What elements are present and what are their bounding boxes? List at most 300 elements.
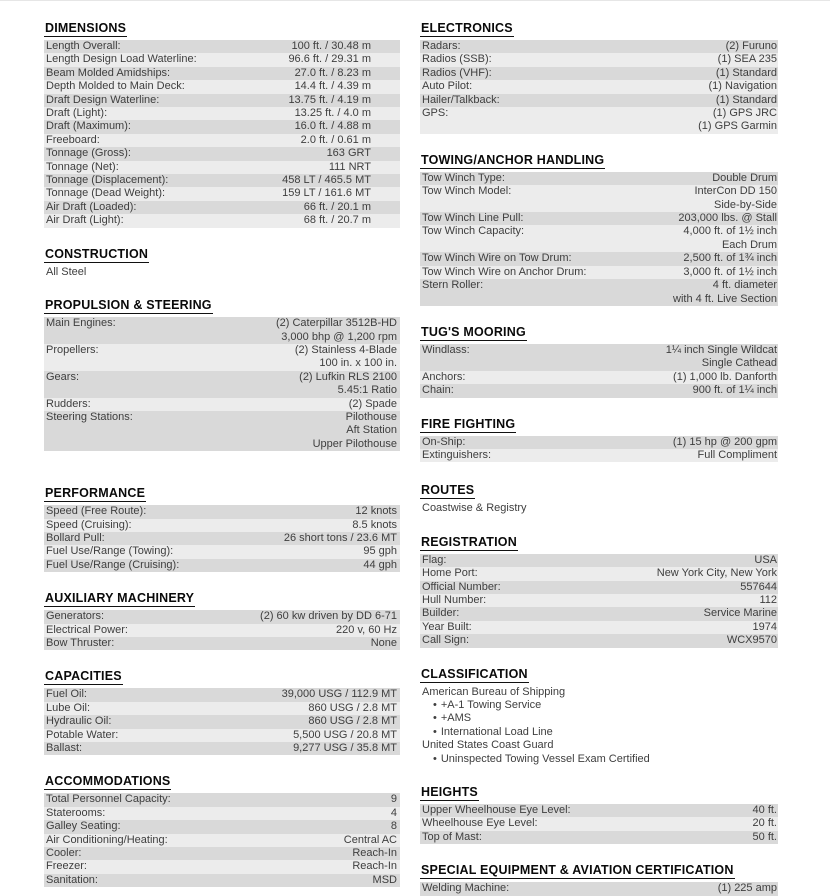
spec-label: Upper Wheelhouse Eye Level: xyxy=(422,804,571,817)
section-towing-anchor-handling xyxy=(420,154,778,306)
spec-values xyxy=(538,817,778,830)
spec-row xyxy=(420,252,778,265)
section-heights xyxy=(420,786,778,844)
spec-values xyxy=(571,804,778,817)
section-title-construction: CONSTRUCTION xyxy=(45,246,149,261)
spec-value: Upper Pilothouse xyxy=(312,437,397,450)
spec-values xyxy=(168,174,400,187)
spec-value: Pilothouse xyxy=(345,410,397,423)
section-capacities xyxy=(44,670,400,755)
spec-values xyxy=(486,594,778,607)
spec-row xyxy=(44,637,400,650)
spec-values xyxy=(197,53,400,66)
section-tug-s-mooring xyxy=(420,326,778,398)
spec-label: Fuel Oil: xyxy=(46,688,87,701)
text-line xyxy=(420,739,778,752)
spec-values xyxy=(82,742,400,755)
spec-label: Tonnage (Net): xyxy=(46,160,119,173)
spec-row xyxy=(44,120,400,133)
spec-values xyxy=(91,398,400,411)
spec-value: (2) Caterpillar 3512B-HD xyxy=(275,317,397,330)
spec-label: Bollard Pull: xyxy=(46,531,105,544)
spec-value: 96.6 ft. / 29.31 m xyxy=(288,53,371,66)
spec-label: GPS: xyxy=(422,107,449,120)
spec-row xyxy=(44,371,400,398)
spec-value: 100 in. x 100 in. xyxy=(319,357,397,370)
spec-values xyxy=(114,637,400,650)
spec-label: Auto Pilot: xyxy=(422,80,473,93)
spec-label: Beam Molded Amidships: xyxy=(46,66,171,79)
spec-label: Galley Seating: xyxy=(46,820,121,833)
spec-value: Reach-In xyxy=(352,860,397,873)
spec-row xyxy=(44,793,400,806)
spec-value: (2) Furuno xyxy=(725,40,777,52)
spec-label: Staterooms: xyxy=(46,806,106,819)
spec-values xyxy=(131,147,400,160)
left-column xyxy=(44,22,400,884)
section-electronics xyxy=(420,22,778,134)
spec-values xyxy=(87,688,400,701)
spec-value: (1) 225 amp xyxy=(717,882,777,895)
spec-value: (2) 60 kw driven by DD 6-71 xyxy=(260,610,397,623)
spec-label: Tow Winch Line Pull: xyxy=(422,212,524,225)
spec-values xyxy=(185,80,400,93)
spec-label: Length Design Load Waterline: xyxy=(46,53,197,66)
spec-values xyxy=(133,411,400,451)
spec-value: 39,000 USG / 112.9 MT xyxy=(281,688,397,701)
spec-values xyxy=(116,317,400,344)
section-title-tug-s-mooring: TUG'S MOORING xyxy=(421,324,526,339)
spec-values xyxy=(119,161,400,174)
spec-value: Central AC xyxy=(343,833,397,846)
spec-label: Length Overall: xyxy=(46,40,121,52)
spec-value: 13.75 ft. / 4.19 m xyxy=(288,93,371,106)
spec-label: Flag: xyxy=(422,553,447,566)
spec-value: 40 ft. xyxy=(752,804,777,817)
spec-value: 111 NRT xyxy=(328,160,371,173)
spec-label: Fuel Use/Range (Towing): xyxy=(46,545,174,558)
spec-label: Air Draft (Loaded): xyxy=(46,200,137,213)
spec-value: 557644 xyxy=(740,580,777,593)
spec-values xyxy=(79,371,400,398)
spec-label: Hailer/Talkback: xyxy=(422,93,500,106)
spec-value: 4 xyxy=(390,806,397,819)
spec-value: USA xyxy=(754,553,777,566)
spec-row xyxy=(420,567,778,580)
spec-row xyxy=(44,688,400,701)
spec-values xyxy=(586,266,778,279)
spec-label: Tonnage (Gross): xyxy=(46,147,131,160)
spec-value: 20 ft. xyxy=(752,817,777,830)
spec-value: 5.45:1 Ratio xyxy=(337,384,397,397)
spec-label: Wheelhouse Eye Level: xyxy=(422,817,538,830)
spec-row xyxy=(420,634,778,647)
spec-values xyxy=(491,449,778,462)
spec-row xyxy=(44,398,400,411)
spec-value: 16.0 ft. / 4.88 m xyxy=(294,120,371,133)
spec-values xyxy=(472,80,778,93)
spec-row xyxy=(44,519,400,532)
text-line-content: American Bureau of Shipping xyxy=(422,685,566,698)
spec-row xyxy=(44,742,400,755)
spec-label: Freezer: xyxy=(46,860,87,873)
spec-label: Cooler: xyxy=(46,847,82,860)
spec-label: Steering Stations: xyxy=(46,410,133,423)
spec-row xyxy=(420,107,778,134)
spec-value: (1) 1,000 lb. Danforth xyxy=(673,370,777,383)
right-column xyxy=(420,21,778,895)
text-line-content: Uninspected Towing Vessel Exam Certified xyxy=(440,752,650,765)
spec-value: New York City, New York xyxy=(656,567,777,580)
spec-values xyxy=(118,729,400,742)
spec-value: 9,277 USG / 35.8 MT xyxy=(293,742,397,755)
section-dimensions xyxy=(44,22,400,228)
spec-label: Tow Winch Type: xyxy=(422,171,505,184)
spec-values xyxy=(99,344,400,371)
spec-value: 4 ft. diameter xyxy=(712,279,777,292)
section-title-accommodations: ACCOMMODATIONS xyxy=(45,774,171,789)
spec-values xyxy=(121,40,400,53)
spec-value: (1) GPS JRC xyxy=(712,107,777,120)
spec-values xyxy=(100,134,400,147)
section-title-performance: PERFORMANCE xyxy=(45,486,146,501)
spec-values xyxy=(132,519,400,532)
spec-row xyxy=(44,715,400,728)
spec-row xyxy=(44,201,400,214)
spec-label: Total Personnel Capacity: xyxy=(46,793,171,806)
spec-values xyxy=(165,187,400,200)
spec-row xyxy=(44,134,400,147)
spec-value: 3,000 bhp @ 1,200 rpm xyxy=(281,330,397,343)
spec-row xyxy=(420,225,778,252)
spec-value: (2) Lufkin RLS 2100 xyxy=(299,370,397,383)
spec-value: Service Marine xyxy=(703,607,777,620)
spec-values xyxy=(505,172,778,185)
spec-values xyxy=(159,94,400,107)
spec-label: Home Port: xyxy=(422,567,478,580)
spec-values xyxy=(170,67,400,80)
spec-value: (1) Standard xyxy=(715,93,777,106)
bullet-icon: • xyxy=(433,725,437,738)
spec-value: 220 v, 60 Hz xyxy=(336,623,397,636)
spec-label: Air Conditioning/Heating: xyxy=(46,833,168,846)
spec-values xyxy=(87,860,400,873)
spec-values xyxy=(492,53,778,66)
spec-label: Electrical Power: xyxy=(46,623,128,636)
spec-label: Bow Thruster: xyxy=(46,637,115,649)
spec-row xyxy=(44,411,400,451)
spec-row xyxy=(44,40,400,53)
spec-label: Draft (Light): xyxy=(46,107,108,120)
spec-row xyxy=(44,161,400,174)
section-fire-fighting xyxy=(420,418,778,463)
spec-value: Each Drum xyxy=(721,238,777,251)
spec-values xyxy=(509,882,778,895)
spec-label: Extinguishers: xyxy=(422,448,492,461)
spec-row xyxy=(44,94,400,107)
spec-row xyxy=(420,172,778,185)
spec-label: Freeboard: xyxy=(46,133,100,146)
spec-row xyxy=(420,882,778,895)
spec-value: 112 xyxy=(759,593,777,606)
section-routes xyxy=(420,484,778,515)
spec-value: 66 ft. / 20.1 m xyxy=(303,200,371,213)
spec-row xyxy=(420,212,778,225)
spec-row xyxy=(420,266,778,279)
spec-value: 203,000 lbs. @ Stall xyxy=(678,212,777,225)
spec-row xyxy=(44,860,400,873)
section-construction xyxy=(44,248,400,279)
section-title-fire-fighting: FIRE FIGHTING xyxy=(421,416,516,431)
spec-values xyxy=(511,185,778,212)
section-title-dimensions: DIMENSIONS xyxy=(45,21,127,35)
spec-value: Full Compliment xyxy=(697,448,777,461)
spec-label: Air Draft (Light): xyxy=(46,214,124,227)
spec-label: Draft (Maximum): xyxy=(46,120,131,133)
spec-value: 8 xyxy=(390,820,397,833)
section-propulsion-steering xyxy=(44,299,400,451)
spec-row xyxy=(44,624,400,637)
spec-row xyxy=(44,729,400,742)
spec-value: 26 short tons / 23.6 MT xyxy=(283,531,397,544)
text-line xyxy=(420,502,778,515)
text-line-content: +A-1 Towing Service xyxy=(440,699,542,711)
spec-values xyxy=(472,621,778,634)
bullet-icon: • xyxy=(433,699,437,711)
spec-row xyxy=(44,807,400,820)
spec-value: 13.25 ft. / 4.0 m xyxy=(294,107,371,120)
text-line-content: United States Coast Guard xyxy=(422,739,554,752)
spec-label: Lube Oil: xyxy=(46,701,91,714)
spec-value: 8.5 knots xyxy=(352,518,397,531)
section-title-special-equipment-aviation-certification: SPECIAL EQUIPMENT & AVIATION CERTIFICATION xyxy=(421,863,734,878)
spec-value: Aft Station xyxy=(346,424,397,437)
spec-row xyxy=(44,214,400,227)
spec-value: 1¼ inch Single Wildcat xyxy=(665,343,777,356)
spec-row xyxy=(44,702,400,715)
spec-values xyxy=(478,567,778,580)
text-line xyxy=(420,686,778,699)
spec-values xyxy=(107,107,400,120)
spec-label: Call Sign: xyxy=(422,634,470,647)
spec-row xyxy=(420,804,778,817)
spec-label: Main Engines: xyxy=(46,317,116,330)
spec-value: 50 ft. xyxy=(752,830,777,843)
spec-row xyxy=(420,831,778,844)
spec-values xyxy=(461,40,778,53)
spec-row xyxy=(420,94,778,107)
spec-label: Speed (Cruising): xyxy=(46,518,132,531)
spec-value: (1) 15 hp @ 200 gpm xyxy=(672,435,777,448)
bullet-line xyxy=(420,712,778,725)
spec-row xyxy=(420,621,778,634)
spec-values xyxy=(171,793,400,806)
section-accommodations xyxy=(44,775,400,887)
section-performance xyxy=(44,487,400,572)
section-title-registration: REGISTRATION xyxy=(421,534,517,549)
spec-row xyxy=(44,847,400,860)
spec-row xyxy=(420,371,778,384)
spec-value: Side-by-Side xyxy=(714,198,777,211)
spec-value: 860 USG / 2.8 MT xyxy=(308,701,397,714)
spec-values xyxy=(81,847,400,860)
spec-row xyxy=(44,67,400,80)
spec-label: Radios (VHF): xyxy=(422,66,492,79)
spec-label: Tow Winch Wire on Anchor Drum: xyxy=(422,265,587,278)
spec-values xyxy=(448,107,778,134)
spec-label: Rudders: xyxy=(46,397,91,410)
section-special-equipment-aviation-certification xyxy=(420,864,778,895)
spec-values xyxy=(105,807,400,820)
spec-value: 1974 xyxy=(752,620,777,633)
spec-value: 5,500 USG / 20.8 MT xyxy=(293,728,397,741)
spec-values xyxy=(483,279,778,306)
spec-value: Single Cathead xyxy=(701,357,777,370)
section-title-classification: CLASSIFICATION xyxy=(421,666,528,681)
spec-value: InterCon DD 150 xyxy=(694,185,777,198)
section-title-propulsion-steering: PROPULSION & STEERING xyxy=(45,298,212,313)
spec-label: Depth Molded to Main Deck: xyxy=(46,80,185,93)
spec-values xyxy=(136,201,400,214)
spec-row xyxy=(420,279,778,306)
spec-value: 14.4 ft. / 4.39 m xyxy=(294,80,371,93)
spec-label: Hydraulic Oil: xyxy=(46,715,112,728)
text-line-content: International Load Line xyxy=(440,725,553,738)
spec-values xyxy=(469,634,778,647)
spec-values xyxy=(572,252,778,265)
spec-value: 900 ft. of 1¼ inch xyxy=(692,384,777,397)
spec-label: Draft Design Waterline: xyxy=(46,93,160,106)
section-title-auxiliary-machinery: AUXILIARY MACHINERY xyxy=(45,591,195,606)
spec-value: with 4 ft. Live Section xyxy=(673,292,777,305)
spec-value: 4,000 ft. of 1½ inch xyxy=(683,225,777,238)
spec-row xyxy=(420,80,778,93)
spec-values xyxy=(111,715,400,728)
spec-value: 9 xyxy=(390,793,397,806)
spec-value: 100 ft. / 30.48 m xyxy=(291,40,371,52)
spec-values xyxy=(146,505,400,518)
spec-row xyxy=(420,67,778,80)
spec-values xyxy=(470,344,778,371)
spec-values xyxy=(465,371,778,384)
spec-label: Tow Winch Wire on Tow Drum: xyxy=(422,252,572,265)
spec-row xyxy=(420,594,778,607)
spec-values xyxy=(104,610,400,623)
bullet-line xyxy=(420,699,778,712)
spec-value: 44 gph xyxy=(363,558,397,571)
spec-row xyxy=(44,344,400,371)
spec-value: (1) Navigation xyxy=(708,80,777,93)
spec-label: Fuel Use/Range (Cruising): xyxy=(46,558,180,571)
section-title-routes: ROUTES xyxy=(421,483,475,498)
section-title-heights: HEIGHTS xyxy=(421,785,478,800)
spec-label: Hull Number: xyxy=(422,593,487,606)
spec-values xyxy=(131,120,400,133)
spec-value: 95 gph xyxy=(363,545,397,558)
spec-value: (2) Stainless 4-Blade xyxy=(294,343,397,356)
spec-label: Top of Mast: xyxy=(422,830,482,843)
spec-row xyxy=(44,532,400,545)
spec-value: (2) Spade xyxy=(348,397,397,410)
spec-value: Reach-In xyxy=(352,847,397,860)
spec-row xyxy=(44,545,400,558)
spec-values xyxy=(168,834,400,847)
spec-value: 27.0 ft. / 8.23 m xyxy=(294,66,371,79)
spec-label: Builder: xyxy=(422,607,460,620)
section-registration xyxy=(420,536,778,648)
spec-row xyxy=(420,554,778,567)
spec-value: 163 GRT xyxy=(326,147,371,160)
spec-row xyxy=(420,40,778,53)
spec-row xyxy=(44,107,400,120)
spec-label: Ballast: xyxy=(46,742,83,755)
text-line-content: Coastwise & Registry xyxy=(422,502,527,515)
spec-value: (1) Standard xyxy=(715,66,777,79)
section-auxiliary-machinery xyxy=(44,592,400,650)
text-line-content: +AMS xyxy=(440,712,472,725)
spec-row xyxy=(44,820,400,833)
spec-label: Official Number: xyxy=(422,580,501,593)
spec-row xyxy=(420,384,778,397)
spec-row xyxy=(44,834,400,847)
spec-label: Tonnage (Dead Weight): xyxy=(46,187,166,200)
spec-label: Welding Machine: xyxy=(422,882,510,895)
text-line-content: All Steel xyxy=(46,265,87,278)
spec-values xyxy=(492,67,778,80)
spec-value: 2.0 ft. / 0.61 m xyxy=(300,133,371,146)
spec-value: 68 ft. / 20.7 m xyxy=(303,214,371,227)
spec-value: 2,500 ft. of 1¾ inch xyxy=(683,252,777,265)
spec-row xyxy=(44,187,400,200)
spec-label: Radars: xyxy=(422,40,461,52)
spec-values xyxy=(124,214,400,227)
spec-value: 860 USG / 2.8 MT xyxy=(308,715,397,728)
spec-row xyxy=(420,449,778,462)
spec-row xyxy=(420,817,778,830)
spec-values xyxy=(500,94,778,107)
spec-values xyxy=(173,545,400,558)
spec-label: Stern Roller: xyxy=(422,279,484,292)
spec-label: Potable Water: xyxy=(46,728,119,741)
spec-values xyxy=(465,436,778,449)
section-title-electronics: ELECTRONICS xyxy=(421,21,513,35)
text-line xyxy=(44,266,400,279)
spec-label: Year Built: xyxy=(422,620,472,633)
spec-label: Speed (Free Route): xyxy=(46,505,147,518)
spec-row xyxy=(44,559,400,572)
spec-label: Chain: xyxy=(422,384,454,397)
spec-row xyxy=(44,147,400,160)
bullet-line xyxy=(420,753,778,766)
spec-value: (1) SEA 235 xyxy=(717,53,777,66)
spec-row xyxy=(44,174,400,187)
spec-value: 159 LT / 161.6 MT xyxy=(282,187,371,200)
section-title-capacities: CAPACITIES xyxy=(45,669,122,684)
spec-value: None xyxy=(370,637,397,649)
spec-values xyxy=(90,702,400,715)
spec-value: 458 LT / 465.5 MT xyxy=(282,174,371,187)
spec-label: On-Ship: xyxy=(422,435,466,448)
spec-row xyxy=(420,185,778,212)
spec-value: 3,000 ft. of 1½ inch xyxy=(683,265,777,278)
spec-values xyxy=(459,607,778,620)
spec-value: (1) GPS Garmin xyxy=(698,120,777,133)
section-title-towing-anchor-handling: TOWING/ANCHOR HANDLING xyxy=(421,152,605,167)
spec-label: Propellers: xyxy=(46,343,99,356)
spec-values xyxy=(105,532,400,545)
spec-row xyxy=(420,53,778,66)
spec-values xyxy=(121,820,400,833)
